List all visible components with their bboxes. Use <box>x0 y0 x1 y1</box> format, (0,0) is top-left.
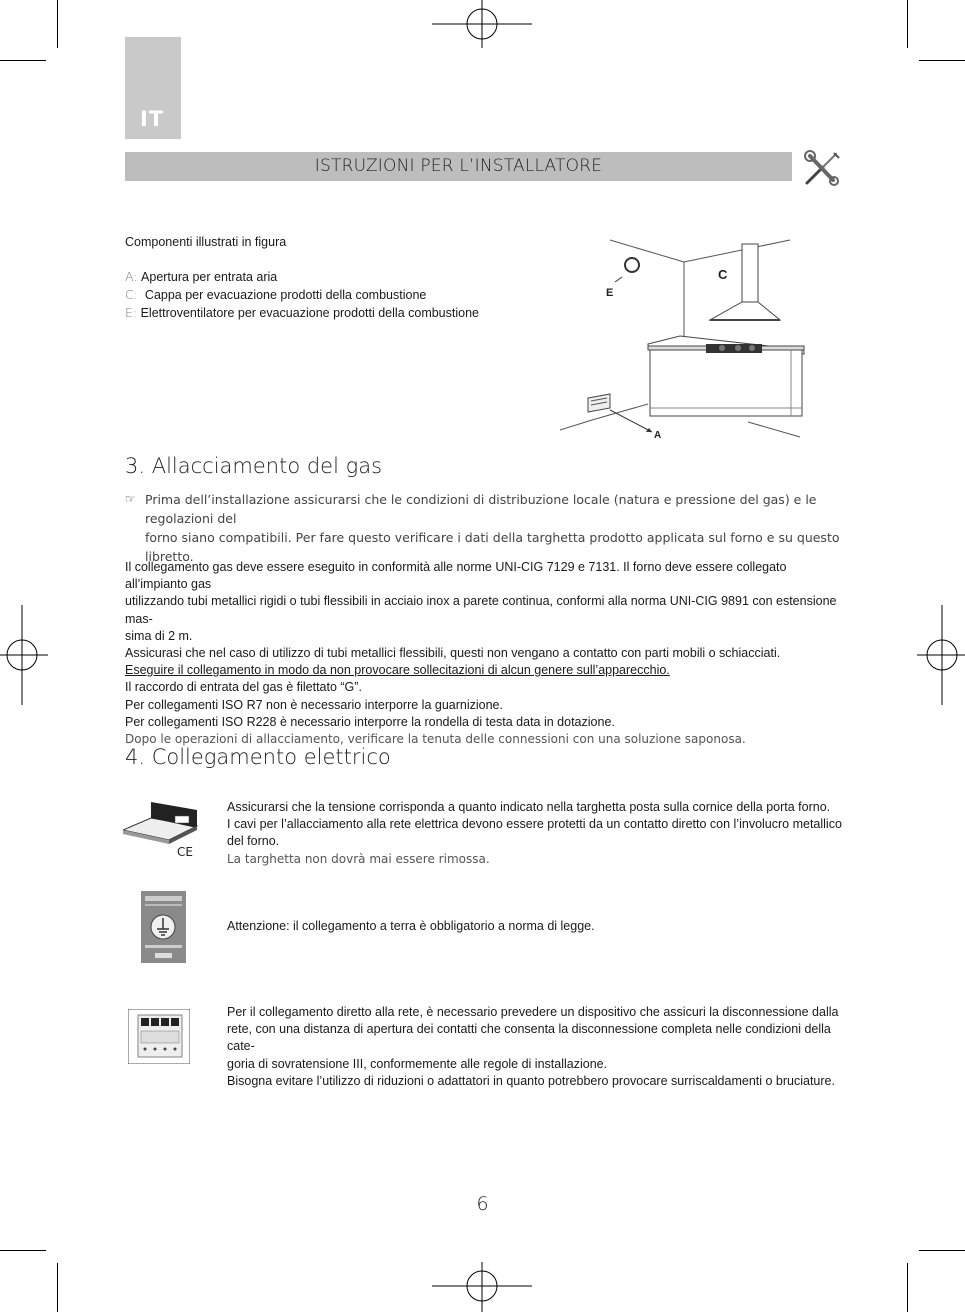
tools-icon <box>803 150 843 188</box>
electrical-text-line: goria di sovratensione III, conformemente alle regole di installazione. <box>227 1056 608 1071</box>
gas-paragraph-line: Il collegamento gas deve essere eseguito in conformità alle norme UNI-CIG 7129 e 7131. Il forno deve essere collegato all’impianto gas <box>125 560 787 592</box>
gas-underlined-warning: Eseguire il collegamento in modo da non provocare sollecitazioni di alcun genere sull’apparecchio. <box>125 663 670 678</box>
ce-mark: CE <box>177 845 193 859</box>
component-item-c: C: Cappa per evacuazione prodotti della combustione <box>125 287 427 302</box>
registration-mark-top <box>432 0 532 50</box>
section-header-bar <box>125 152 792 181</box>
electrical-block-2 <box>227 918 847 935</box>
electrical-text-line: Attenzione: il collegamento a terra è obbligatorio a norma di legge. <box>227 919 595 933</box>
components-list <box>125 268 479 322</box>
page-title: ISTRUZIONI PER L’INSTALLATORE <box>314 156 603 176</box>
gas-note-line2: forno siano compatibili. Per fare questo verificare i dati della targhetta prodotto applicata sul forno e su questo libretto. <box>145 530 840 564</box>
gas-paragraph-line: sima di 2 m. <box>125 628 193 643</box>
component-item-e: E: Elettroventilatore per evacuazione prodotti della combustione <box>125 305 479 320</box>
gas-paragraph-line: Per collegamenti ISO R228 è necessario interporre la rondella di testa data in dotazione. <box>125 714 615 729</box>
circuit-breaker-image <box>128 1009 190 1064</box>
electrical-text-line: La targhetta non dovrà mai essere rimossa. <box>227 851 490 866</box>
gas-paragraph-line: Per collegamenti ISO R7 non è necessario interporre la guarnizione. <box>125 697 503 712</box>
gas-note-line1: Prima dell’installazione assicurarsi che le condizioni di distribuzione locale (natura e pressione del gas) e le regolazioni del <box>145 492 817 526</box>
section-title-gas: 3. Allacciamento del gas <box>125 454 383 478</box>
gas-note <box>125 490 845 566</box>
components-title: Componenti illustrati in figura <box>125 235 287 249</box>
page-number: 6 <box>476 1193 489 1215</box>
gas-paragraph-line: utilizzando tubi metallici rigidi o tubi flessibili in acciaio inox a parete continua, conformi alla norma UNI-CIG 9891 con estensione mas- <box>125 594 837 626</box>
registration-mark-left <box>0 605 50 705</box>
electrical-text-line: rete, con una distanza di apertura dei contatti che consenta la disconnessione completa nelle condizioni della cate- <box>227 1022 831 1054</box>
gas-paragraph-line: Dopo le operazioni di allacciamento, verificare la tenuta delle connessioni con una soluzione saponosa. <box>125 732 746 747</box>
gas-paragraph-line: Il raccordo di entrata del gas è filettato “G”. <box>125 680 362 695</box>
registration-mark-bottom <box>432 1262 532 1312</box>
pointing-hand-icon: ☞ <box>125 492 136 506</box>
electrical-block-3 <box>227 1004 847 1090</box>
section-title-electrical: 4. Collegamento elettrico <box>125 745 391 769</box>
registration-mark-right <box>915 605 965 705</box>
electrical-text-line: Bisogna evitare l’utilizzo di riduzioni o adattatori in quanto potrebbero provocare surriscaldamenti o bruciature. <box>227 1073 835 1088</box>
electrical-text-line: Per il collegamento diretto alla rete, è necessario prevedere un dispositivo che assicuri la disconnessione dalla <box>227 1005 839 1019</box>
figure-label-a: A <box>654 430 662 441</box>
language-tab <box>125 37 181 139</box>
figure-label-c: C <box>718 267 728 282</box>
earth-label-image <box>141 891 186 963</box>
electrical-text-line: I cavi per l’allacciamento alla rete elettrica devono essere protetti da un contatto diretto con l’involucro metallico del forno. <box>227 817 842 849</box>
figure-label-e: E <box>606 287 614 299</box>
component-item-a: A: Apertura per entrata aria <box>125 269 278 284</box>
language-code: IT <box>140 107 165 131</box>
electrical-block-1 <box>227 799 847 868</box>
gas-connection-text <box>125 559 845 748</box>
electrical-text-line: Assicurarsi che la tensione corrisponda a quanto indicato nella targhetta posta sulla cornice della porta forno. <box>227 800 831 814</box>
installation-diagram <box>560 232 810 444</box>
gas-paragraph-line: Assicurasi che nel caso di utilizzo di tubi metallici flessibili, questi non vengano a contatto con parti mobili o schiacciati. <box>125 646 781 661</box>
oven-rating-plate-image <box>123 800 203 860</box>
